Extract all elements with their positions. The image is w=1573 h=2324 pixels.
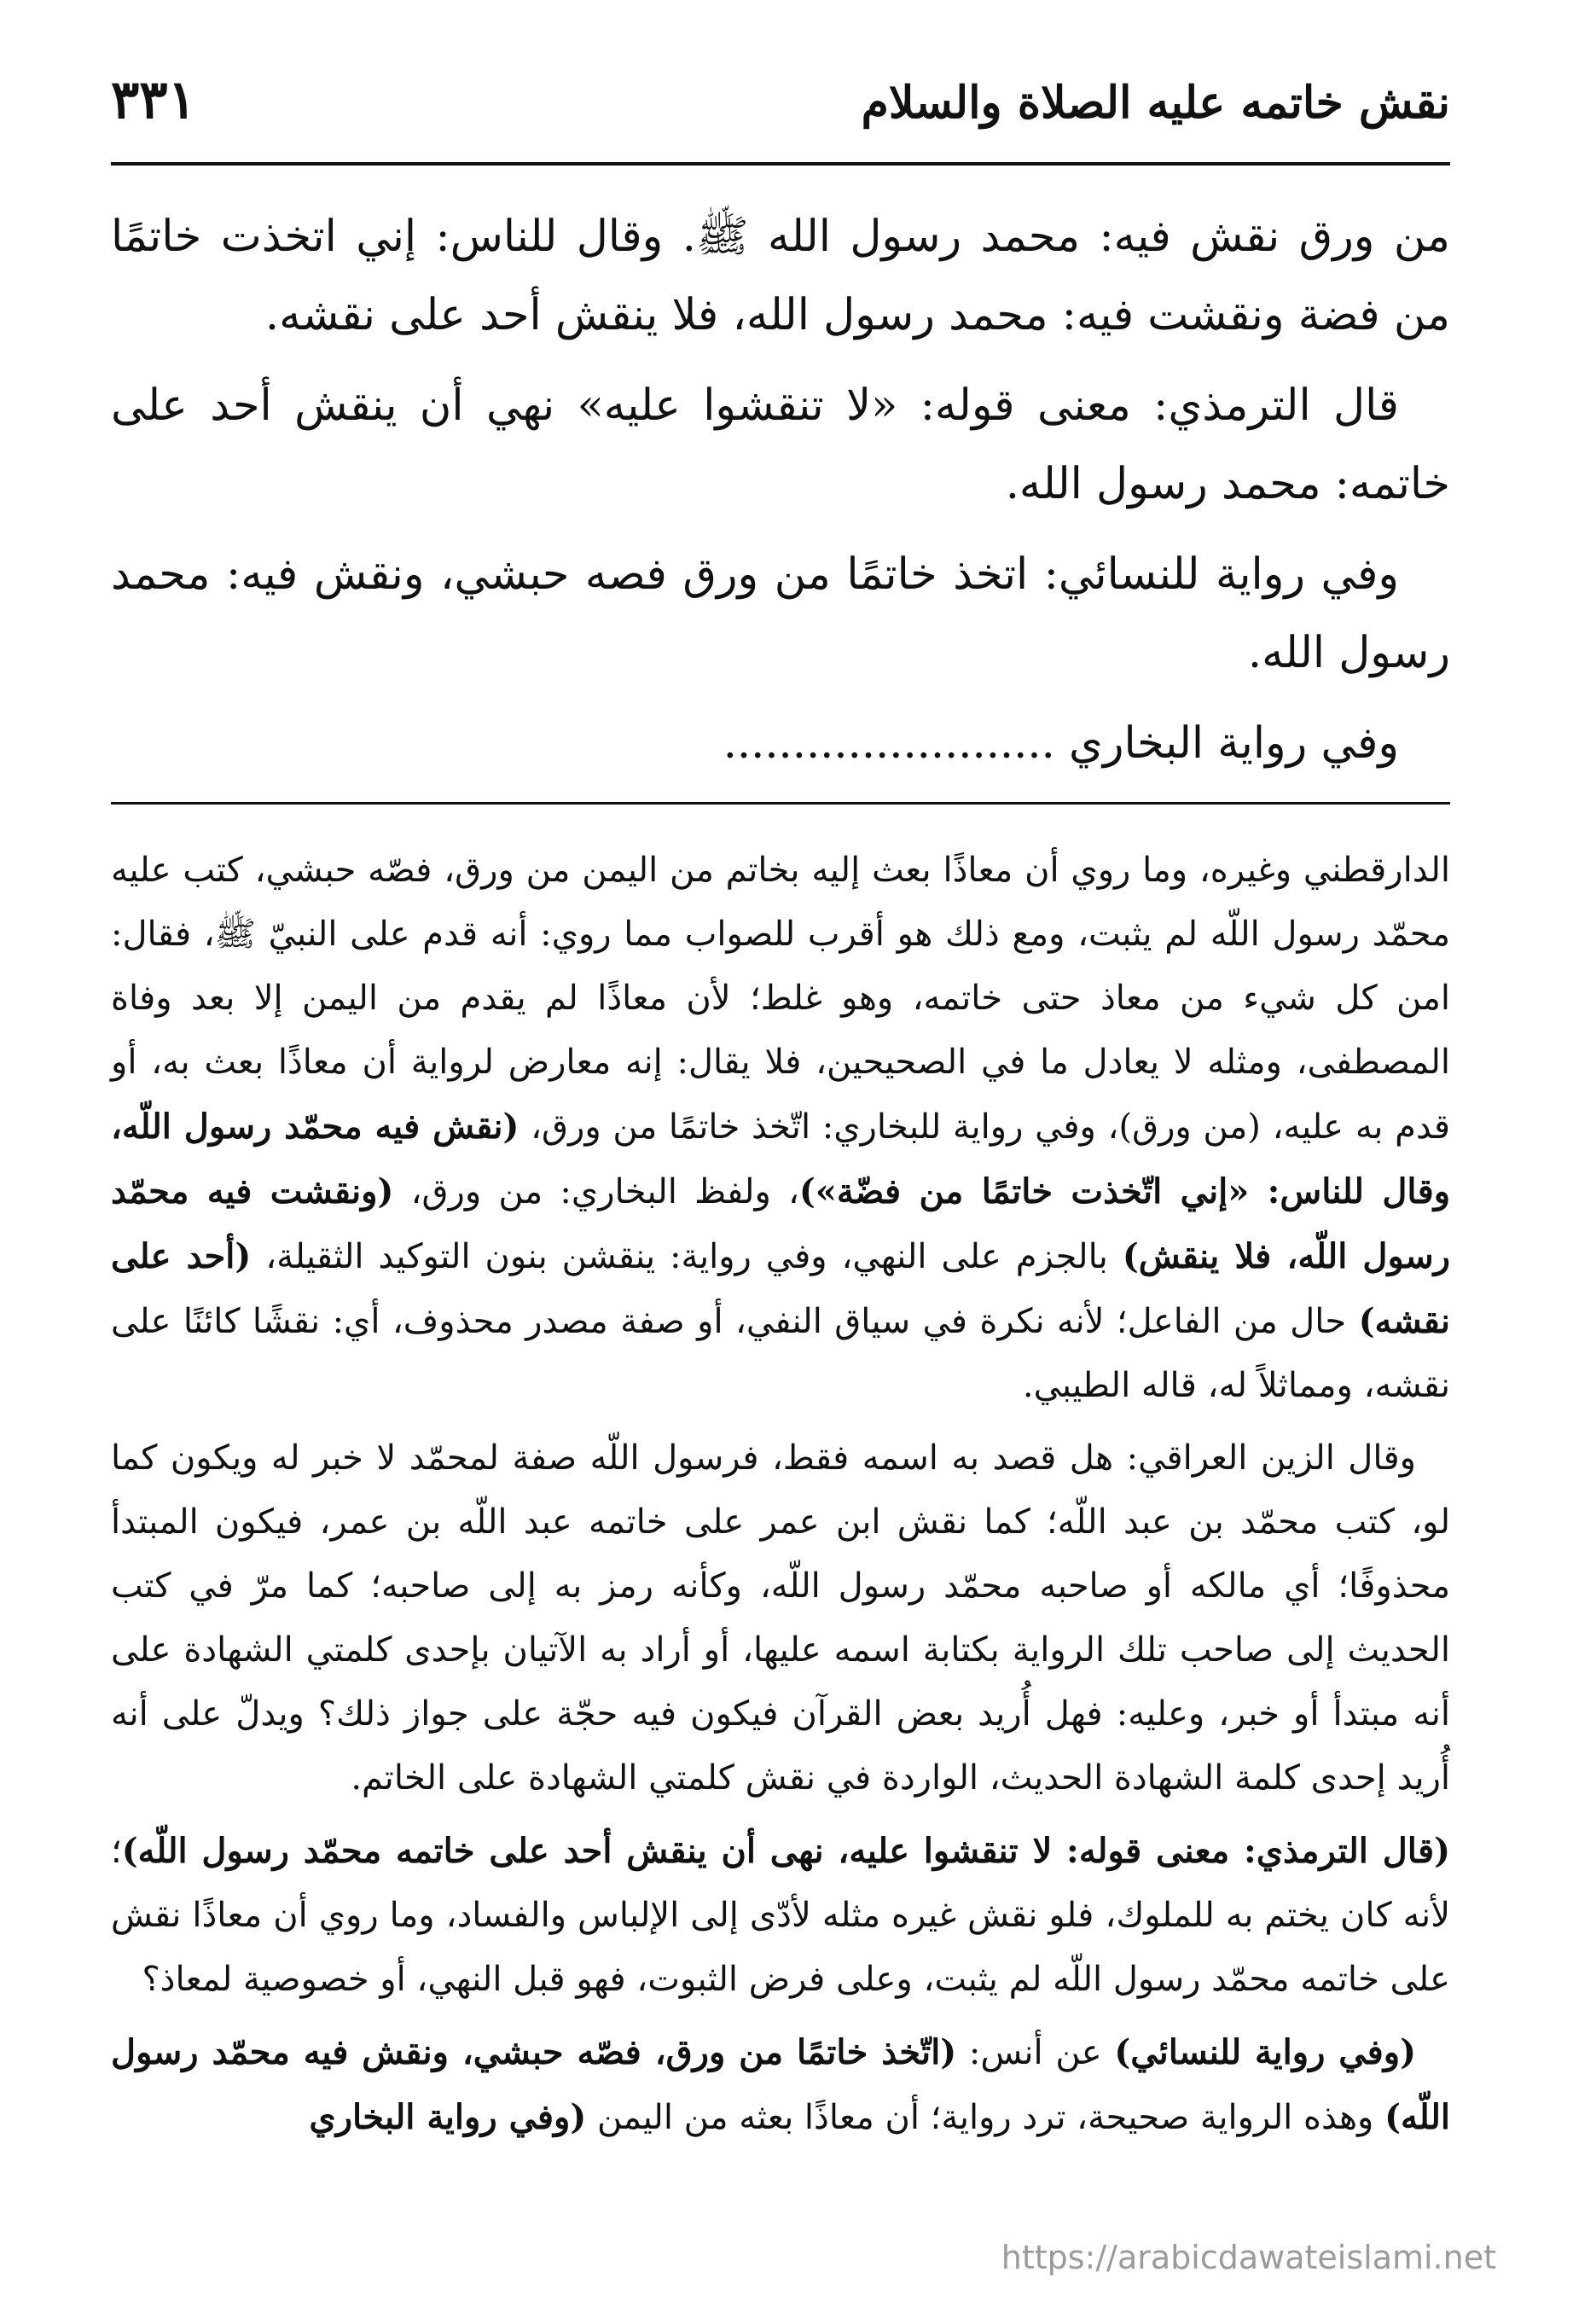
commentary-text: حال من الفاعل؛ لأنه نكرة في سياق النفي، أو صفة مصدر محذوف، أي: نقشًا كائنًا على نقشه، ومماثلاً له، قاله الطيبي. (111, 1302, 1450, 1405)
main-text (111, 198, 1450, 783)
page-header (111, 60, 1450, 166)
commentary-text: بالجزم على النهي، وفي رواية: ينقشن بنون التوكيد الثقيلة، (251, 1237, 1123, 1276)
commentary-paragraph-1 (111, 839, 1450, 1418)
book-page (111, 60, 1450, 2158)
main-paragraph-1: من ورق نقش فيه: محمد رسول الله ﷺ. وقال للناس: إني اتخذت خاتمًا من فضة ونقشت فيه: محمد رسول الله، فلا ينقش أحد على نقشه. (111, 212, 1450, 340)
bold-quote: (قال الترمذي: معنى قوله: لا تنقشوا عليه، نهى أن ينقش أحد على خاتمه محمّد رسول اللّه) (121, 1831, 1450, 1871)
running-title: نقش خاتمه عليه الصلاة والسلام (861, 77, 1450, 129)
commentary-paragraph-4 (111, 2020, 1450, 2150)
section-divider (111, 802, 1450, 805)
commentary-text: عن أنس: (956, 2033, 1115, 2072)
bold-quote: (نقش فيه محمّد رسول اللّه، وقال للناس: «إني اتّخذت خاتمًا من فضّة») (111, 1107, 1451, 1211)
main-paragraph-4: وفي رواية البخاري ........................ (723, 718, 1399, 769)
bold-quote: (ونقشت فيه محمّد رسول اللّه، فلا ينقش) (111, 1171, 1450, 1276)
commentary-paragraph-3 (111, 1819, 1450, 2012)
commentary-text: ، ولفظ البخاري: من ورق، (393, 1172, 799, 1211)
bold-quote: (وفي رواية البخاري (309, 2097, 587, 2137)
bold-quote: (اتّخذ خاتمًا من ورق، فصّه حبشي، ونقش فيه محمّد رسول اللّه) (111, 2032, 1450, 2137)
commentary-text: وهذه الرواية صحيحة، ترد رواية؛ أن معاذًا بعثه من اليمن (586, 2098, 1385, 2137)
watermark-url: https://arabicdawateislami.net (1001, 2239, 1496, 2276)
main-paragraph-2: قال الترمذي: معنى قوله: «لا تنقشوا عليه» نهي أن ينقش أحد على خاتمه: محمد رسول الله. (111, 381, 1450, 509)
commentary (111, 839, 1450, 2150)
bold-quote: (وفي رواية للنسائي) (1114, 2032, 1416, 2072)
bold-quote: (أحد على نقشه) (111, 1236, 1450, 1341)
commentary-text: الدارقطني وغيره، وما روي أن معاذًا بعث إليه بخاتم من اليمن من ورق، فصّه حبشي، كتب عليه محمّد رسول اللّه لم يثبت، ومع ذلك هو أقرب للصواب مما روي: أنه قدم على النبيّ ﷺ، فقال: امن كل شيء من معاذ حتى خاتمه، وهو غلط؛ لأن معاذًا لم يقدم من اليمن إلا بعد وفاة المصطفى، ومثله لا يعادل ما في الصحيحين، فلا يقال: إنه معارض لرواية أن معاذًا بعث به، أو قدم به عليه، (من ورق)، وفي رواية للبخاري: اتّخذ خاتمًا من ورق، (111, 851, 1451, 1147)
main-paragraph-3: وفي رواية للنسائي: اتخذ خاتمًا من ورق فصه حبشي، ونقش فيه: محمد رسول الله. (111, 549, 1450, 678)
page-number: ٣٣١ (111, 68, 196, 131)
commentary-paragraph-2: وقال الزين العراقي: هل قصد به اسمه فقط، فرسول اللّه صفة لمحمّد لا خبر له ويكون كما لو، كتب محمّد بن عبد اللّه؛ كما نقش ابن عمر على خاتمه عبد اللّه بن عمر، فيكون المبتدأ محذوفًا؛ أي مالكه أو صاحبه محمّد رسول اللّه، وكأنه رمز به إلى صاحبه؛ كما مرّ في كتب الحديث إلى صاحب تلك الرواية بكتابة اسمه عليها، أو أراد به الآتيان بإحدى كلمتي الشهادة على أنه مبتدأ أو خبر، وعليه: فهل أُريد بعض القرآن فيكون فيه حجّة على جواز ذلك؟ ويدلّ على أنه أُريد إحدى كلمة الشهادة الحديث، الواردة في نقش كلمتي الشهادة على الخاتم. (111, 1438, 1450, 1798)
commentary-text: ؛ لأنه كان يختم به للملوك، فلو نقش غيره مثله لأدّى إلى الإلباس والفساد، وما روي أن معاذًا نقش على خاتمه محمّد رسول اللّه لم يثبت، وعلى فرض الثبوت، فهو قبل النهي، أو خصوصية لمعاذ؟ (111, 1832, 1451, 1999)
